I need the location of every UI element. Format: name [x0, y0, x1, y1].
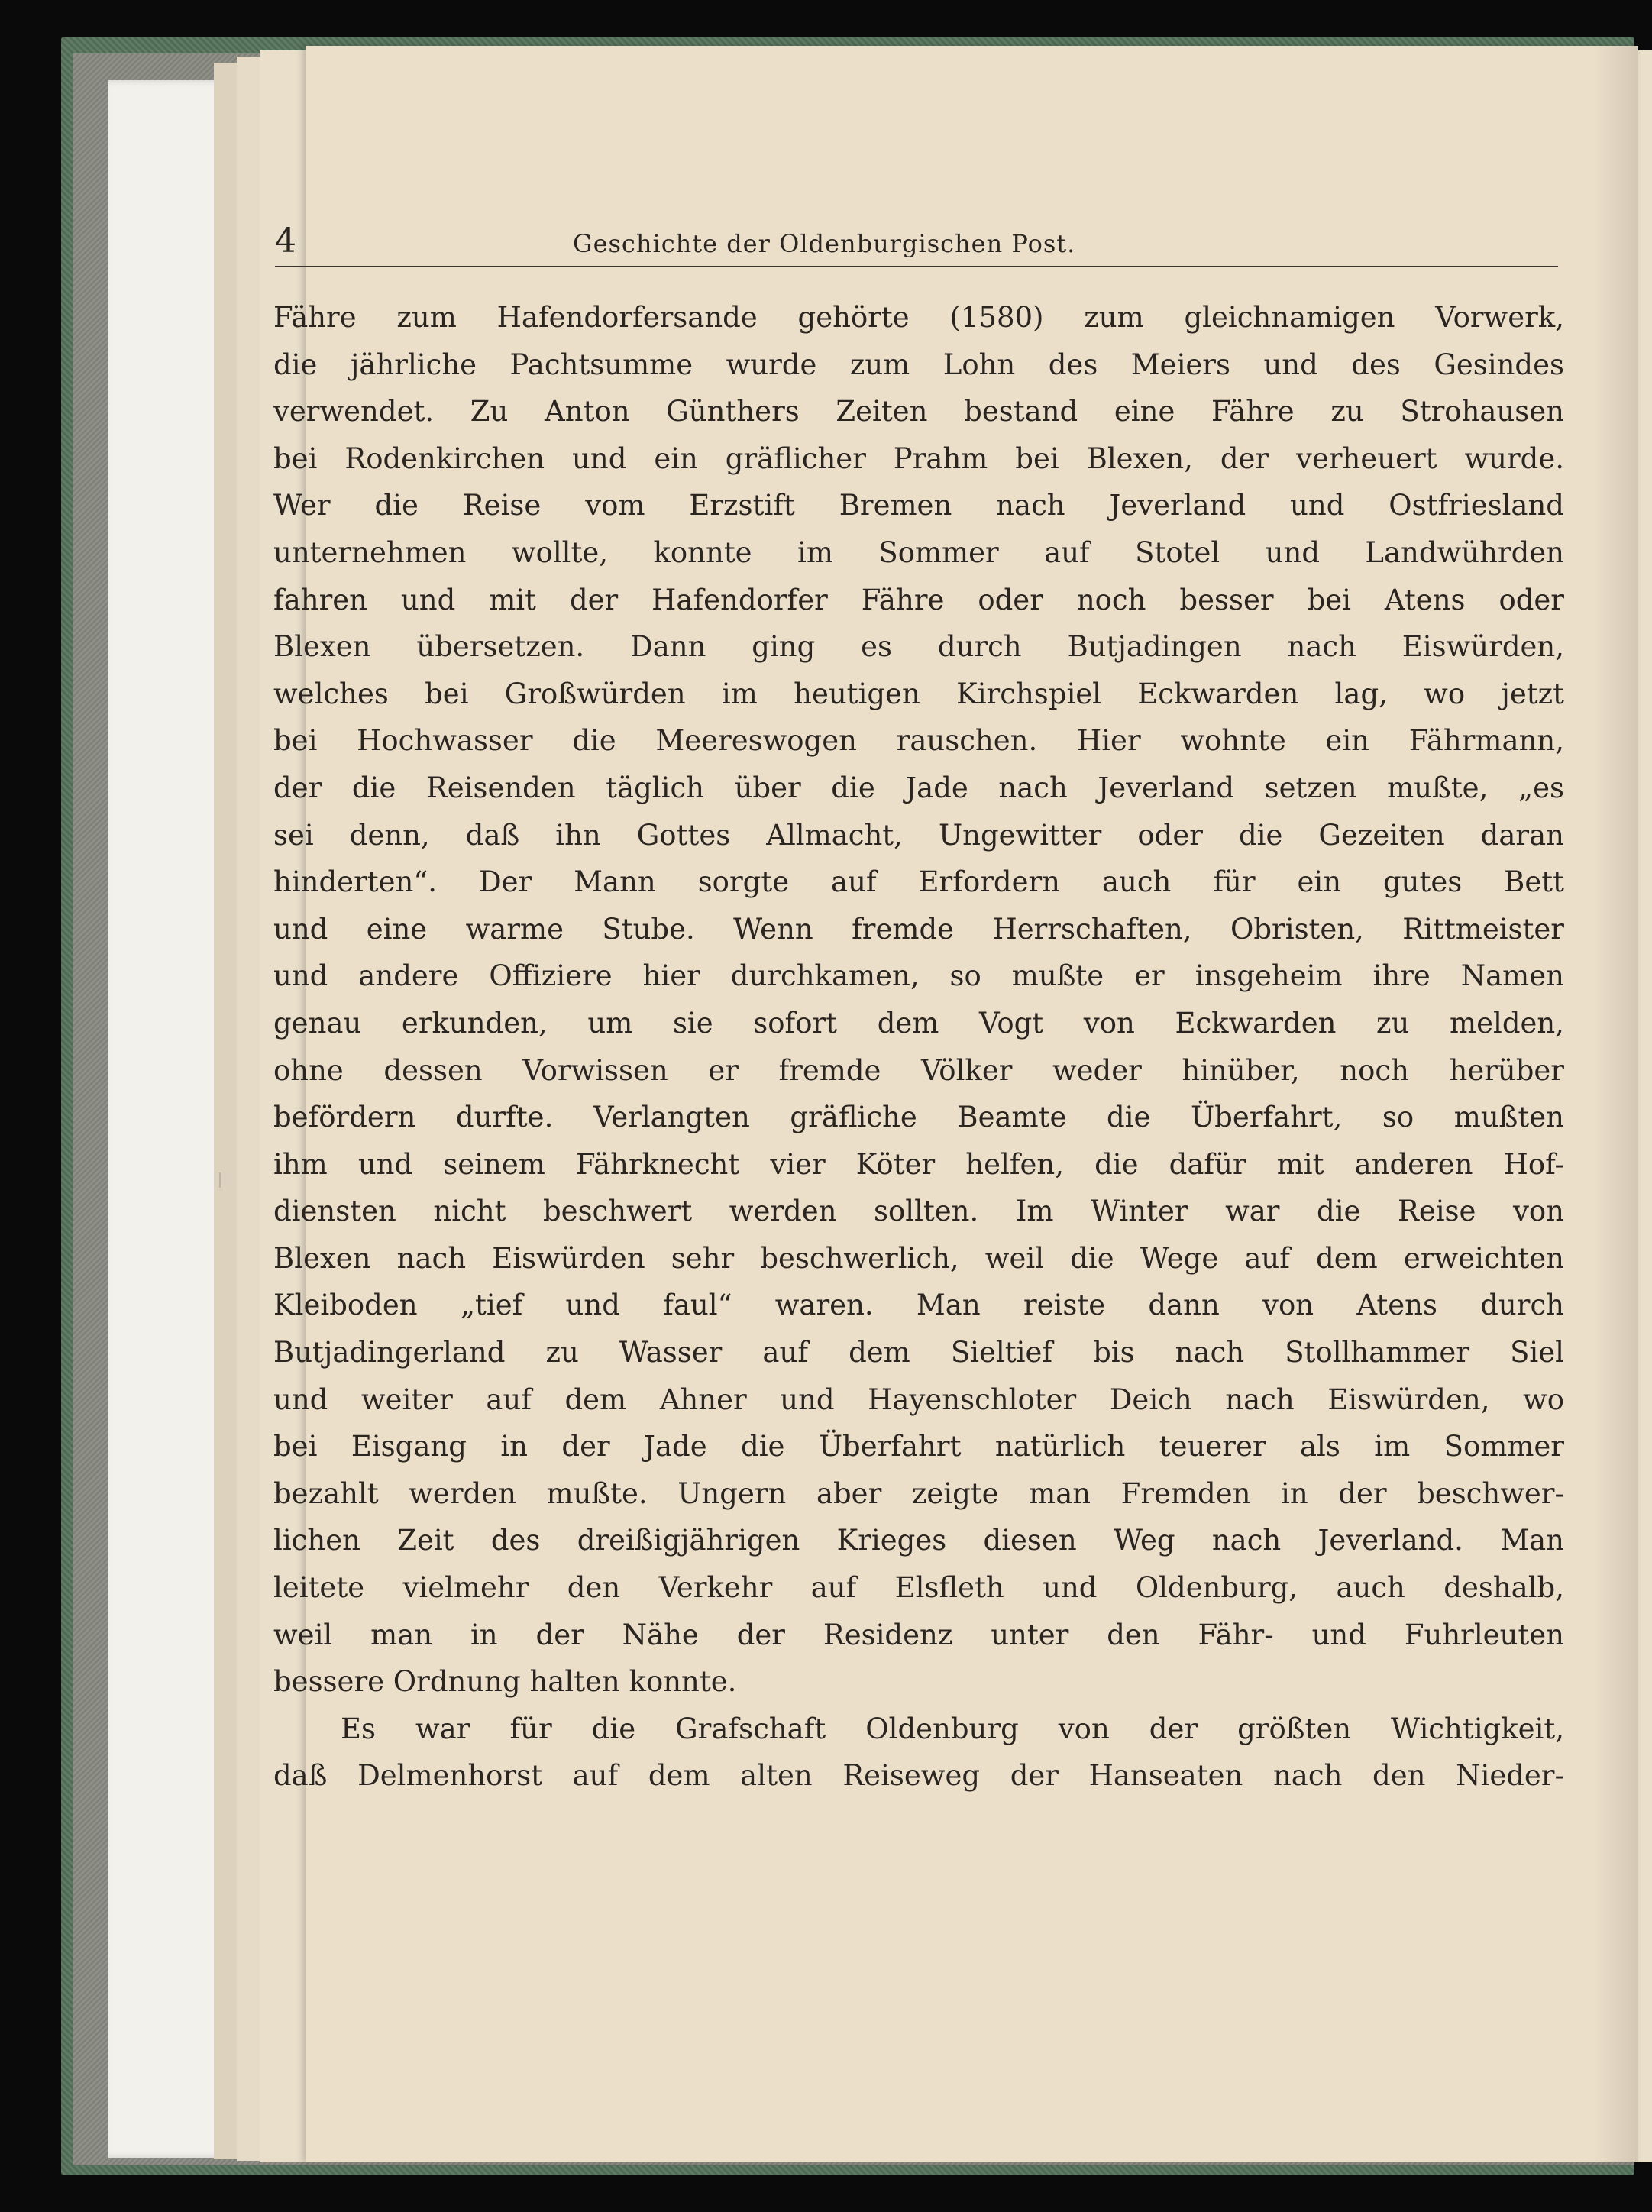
text-line: ohne dessen Vorwissen er fremde Völker weder hinüber, noch herüber — [273, 1053, 1564, 1087]
text-line: leitete vielmehr den Verkehr auf Elsfleth und Oldenburg, auch deshalb, — [273, 1571, 1564, 1605]
text-line: Blexen übersetzen. Dann ging es durch Butjadingen nach Eiswürden, — [273, 630, 1564, 664]
text-line: daß Delmenhorst auf dem alten Reiseweg der Hanseaten nach den Nieder- — [273, 1759, 1564, 1793]
text-line: befördern durfte. Verlangten gräfliche Beamte die Überfahrt, so mußten — [273, 1101, 1564, 1134]
text-line: ihm und seinem Fährknecht vier Köter helfen, die dafür mit anderen Hof- — [273, 1147, 1564, 1181]
text-line: lichen Zeit des dreißigjährigen Krieges diesen Weg nach Jeverland. Man — [273, 1524, 1564, 1557]
body-text — [273, 294, 1564, 1800]
text-line: Fähre zum Hafendorfersande gehörte (1580) zum gleichnamigen Vorwerk, — [273, 301, 1564, 334]
text-line: hinderten“. Der Mann sorgte auf Erfordern auch für ein gutes Bett — [273, 865, 1564, 899]
text-line: bezahlt werden mußte. Ungern aber zeigte man Fremden in der beschwer- — [273, 1476, 1564, 1510]
text-line: der die Reisenden täglich über die Jade nach Jeverland setzen mußte, „es — [273, 771, 1564, 804]
endpaper — [108, 80, 231, 2158]
margin-mark — [219, 1172, 231, 1188]
running-head — [275, 222, 1275, 267]
text-line: unternehmen wollte, konnte im Sommer auf Stotel und Landwührden — [273, 535, 1564, 569]
text-line: welches bei Großwürden im heutigen Kirchspiel Eckwarden lag, wo jetzt — [273, 677, 1564, 710]
text-line: bei Rodenkirchen und ein gräflicher Prahm bei Blexen, der verheuert wurde. — [273, 441, 1564, 475]
text-line: genau erkunden, um sie sofort dem Vogt von Eckwarden zu melden, — [273, 1006, 1564, 1040]
text-line: sei denn, daß ihn Gottes Allmacht, Ungewitter oder die Gezeiten daran — [273, 818, 1564, 852]
text-line: Butjadingerland zu Wasser auf dem Sieltief bis nach Stollhammer Siel — [273, 1336, 1564, 1370]
text-line: und eine warme Stube. Wenn fremde Herrschaften, Obristen, Rittmeister — [273, 912, 1564, 946]
text-line: Es war für die Grafschaft Oldenburg von der größten Wichtigkeit, — [341, 1712, 1564, 1745]
text-line: bessere Ordnung halten konnte. — [273, 1665, 737, 1699]
text-line: weil man in der Nähe der Residenz unter den Fähr- und Fuhrleuten — [273, 1618, 1564, 1651]
running-head-title: Geschichte der Oldenburgischen Post. — [573, 229, 1076, 258]
text-line: diensten nicht beschwert werden sollten. Im Winter war die Reise von — [273, 1195, 1564, 1228]
text-line: bei Hochwasser die Meereswogen rauschen. Hier wohnte ein Fährmann, — [273, 724, 1564, 758]
text-line: Kleiboden „tief und faul“ waren. Man reiste dann von Atens durch — [273, 1289, 1564, 1322]
text-line: bei Eisgang in der Jade die Überfahrt natürlich teuerer als im Sommer — [273, 1430, 1564, 1463]
header-rule — [275, 266, 1558, 267]
text-line: und weiter auf dem Ahner und Hayenschloter Deich nach Eiswürden, wo — [273, 1382, 1564, 1416]
text-line: fahren und mit der Hafendorfer Fähre oder noch besser bei Atens oder — [273, 583, 1564, 616]
page-number: 4 — [275, 222, 296, 260]
text-line: und andere Offiziere hier durchkamen, so mußte er insgeheim ihre Namen — [273, 959, 1564, 993]
gutter-shadow — [1592, 46, 1638, 2162]
text-line: die jährliche Pachtsumme wurde zum Lohn des Meiers und des Gesindes — [273, 348, 1564, 381]
text-line: verwendet. Zu Anton Günthers Zeiten bestand eine Fähre zu Strohausen — [273, 395, 1564, 428]
text-line: Blexen nach Eiswürden sehr beschwerlich, weil die Wege auf dem erweichten — [273, 1241, 1564, 1275]
text-line: Wer die Reise vom Erzstift Bremen nach Jeverland und Ostfriesland — [273, 489, 1564, 522]
